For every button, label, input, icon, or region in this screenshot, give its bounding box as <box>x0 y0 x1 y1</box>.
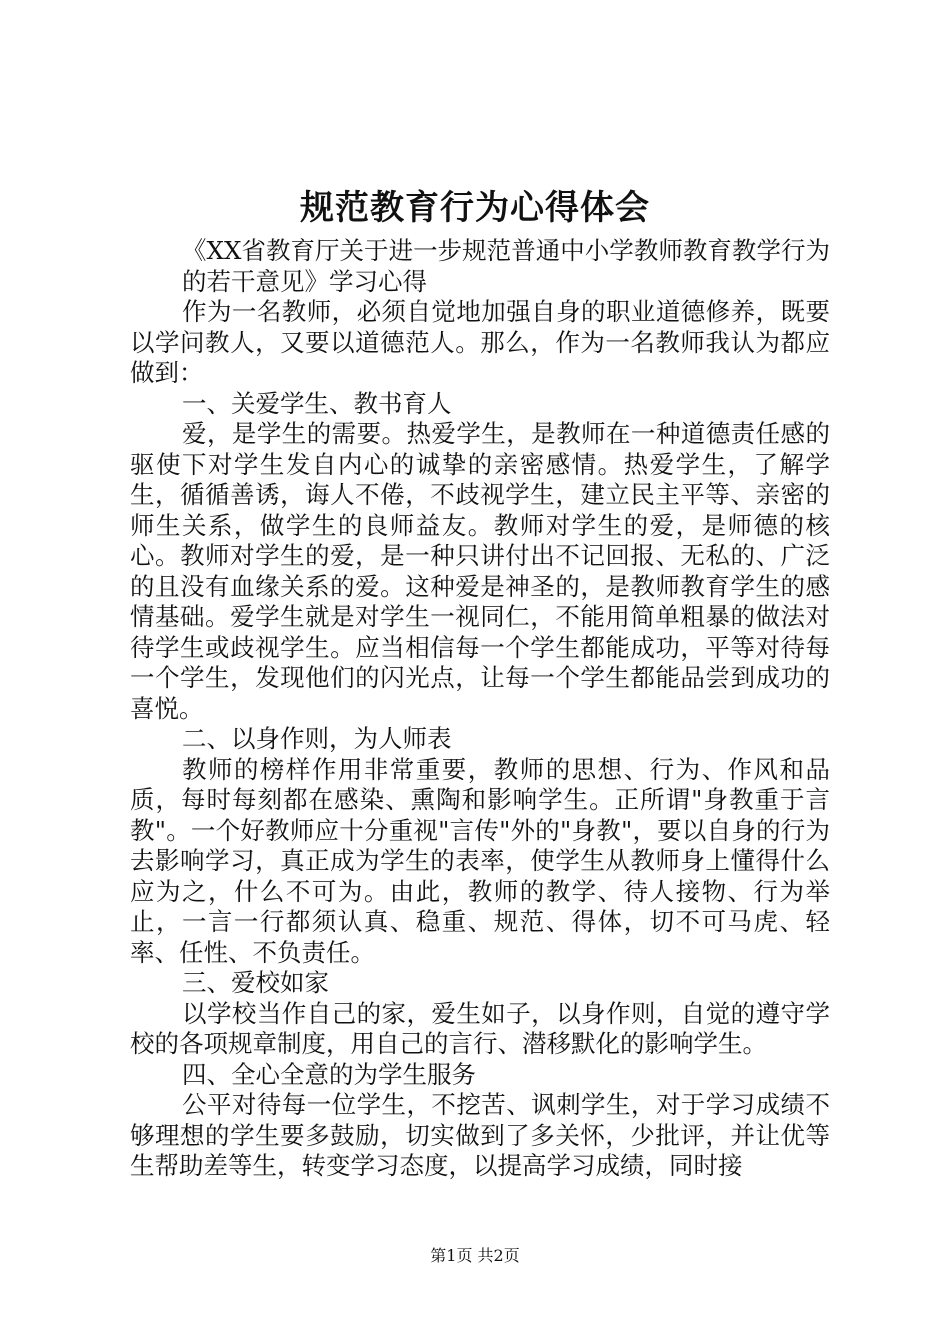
section-heading-3: 三、爱校如家 <box>182 968 329 997</box>
section-paragraph-4: 公平对待每一位学生，不挖苦、讽刺学生，对于学习成绩不够理想的学生要多鼓励，切实做到了多关怀，少批评，并让优等生帮助差等生，转变学习态度，以提高学习成绩，同时接 <box>130 1090 830 1180</box>
page-footer: 第1页 共2页 <box>430 1246 520 1265</box>
section-heading-1: 一、关爱学生、教书育人 <box>182 388 452 418</box>
section-paragraph-1: 爱，是学生的需要。热爱学生，是教师在一种道德责任感的驱使下对学生发自内心的诚挚的亲密感情。热爱学生，了解学生，循循善诱，诲人不倦，不歧视学生，建立民主平等、亲密的师生关系，做学生的良师益友。教师对学生的爱，是师德的核心。教师对学生的爱，是一种只讲付出不记回报、无私的、广泛的且没有血缘关系的爱。这种爱是神圣的，是教师教育学生的感情基础。爱学生就是对学生一视同仁，不能用简单粗暴的做法对待学生或歧视学生。应当相信每一个学生都能成功，平等对待每一个学生，发现他们的闪光点，让每一个学生都能品尝到成功的喜悦。 <box>130 419 830 723</box>
section-heading-4: 四、全心全意的为学生服务 <box>182 1059 476 1089</box>
document-reference-line: 《XX省教育厅关于进一步规范普通中小学教师教育教学行为的若干意见》学习心得 <box>182 236 830 296</box>
section-paragraph-3: 以学校当作自己的家，爱生如子，以身作则，自觉的遵守学校的各项规章制度，用自己的言行、潜移默化的影响学生。 <box>130 998 830 1058</box>
section-heading-2: 二、以身作则，为人师表 <box>182 724 452 753</box>
section-paragraph-2: 教师的榜样作用非常重要，教师的思想、行为、作风和品质，每时每刻都在感染、熏陶和影响学生。正所谓"身教重于言教"。一个好教师应十分重视"言传"外的"身教"，要以自身的行为去影响学习，真正成为学生的表率，使学生从教师身上懂得什么应为之，什么不可为。由此，教师的教学、待人接物、行为举止，一言一行都须认真、稳重、规范、得体，切不可马虎、轻率、任性、不负责任。 <box>130 754 830 967</box>
document-body <box>130 236 830 1182</box>
intro-paragraph: 作为一名教师，必须自觉地加强自身的职业道德修养，既要以学问教人，又要以道德范人。那么，作为一名教师我认为都应做到： <box>130 297 830 387</box>
document-title: 规范教育行为心得体会 <box>300 188 650 228</box>
